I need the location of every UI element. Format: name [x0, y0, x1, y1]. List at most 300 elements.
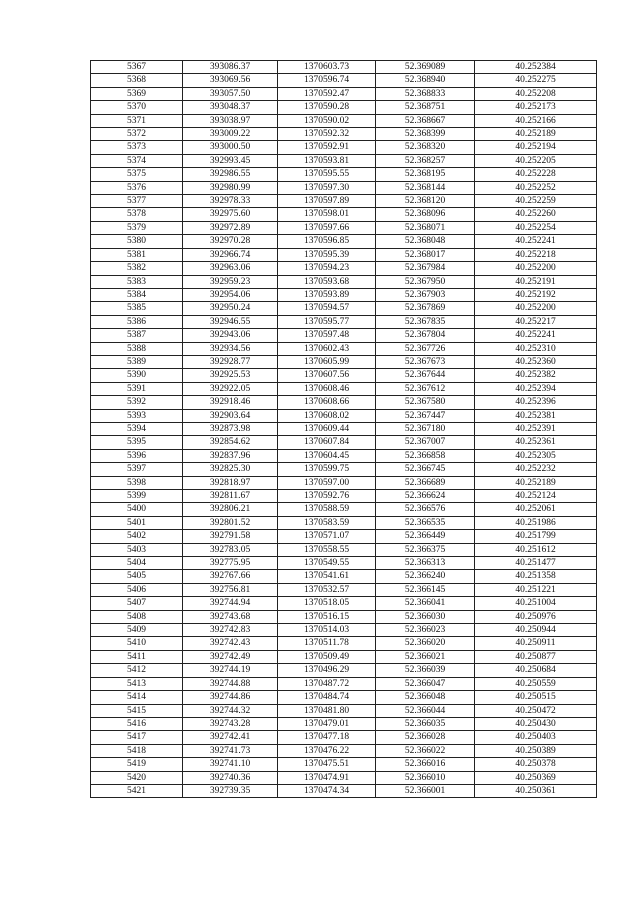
table-row	[91, 463, 597, 476]
latitude-cell: 52.366047	[376, 677, 475, 690]
point-number-cell: 5412	[91, 664, 183, 677]
y-coordinate-cell: 1370603.73	[278, 61, 376, 74]
table-row	[91, 570, 597, 583]
table-row	[91, 355, 597, 368]
point-number-cell: 5402	[91, 530, 183, 543]
y-coordinate-cell: 1370597.89	[278, 195, 376, 208]
point-number-cell: 5386	[91, 315, 183, 328]
table-row	[91, 409, 597, 422]
table-row	[91, 610, 597, 623]
x-coordinate-cell: 392811.67	[183, 490, 278, 503]
point-number-cell: 5401	[91, 516, 183, 529]
x-coordinate-cell: 392873.98	[183, 422, 278, 435]
y-coordinate-cell: 1370598.01	[278, 208, 376, 221]
latitude-cell: 52.366313	[376, 557, 475, 570]
x-coordinate-cell: 392918.46	[183, 396, 278, 409]
x-coordinate-cell: 392744.86	[183, 691, 278, 704]
table-row	[91, 369, 597, 382]
y-coordinate-cell: 1370605.99	[278, 355, 376, 368]
y-coordinate-cell: 1370597.30	[278, 181, 376, 194]
x-coordinate-cell: 392966.74	[183, 248, 278, 261]
longitude-cell: 40.252396	[475, 396, 597, 409]
longitude-cell: 40.252166	[475, 114, 597, 127]
x-coordinate-cell: 392783.05	[183, 543, 278, 556]
table-row	[91, 717, 597, 730]
x-coordinate-cell: 392742.41	[183, 731, 278, 744]
latitude-cell: 52.367804	[376, 329, 475, 342]
table-row	[91, 101, 597, 114]
latitude-cell: 52.366858	[376, 449, 475, 462]
latitude-cell: 52.366375	[376, 543, 475, 556]
y-coordinate-cell: 1370592.47	[278, 87, 376, 100]
y-coordinate-cell: 1370604.45	[278, 449, 376, 462]
longitude-cell: 40.252241	[475, 235, 597, 248]
coordinates-table-body	[91, 61, 597, 798]
x-coordinate-cell: 392825.30	[183, 463, 278, 476]
y-coordinate-cell: 1370479.01	[278, 717, 376, 730]
latitude-cell: 52.367644	[376, 369, 475, 382]
longitude-cell: 40.252259	[475, 195, 597, 208]
x-coordinate-cell: 392963.06	[183, 262, 278, 275]
table-row	[91, 744, 597, 757]
x-coordinate-cell: 392744.94	[183, 597, 278, 610]
point-number-cell: 5385	[91, 302, 183, 315]
longitude-cell: 40.250369	[475, 771, 597, 784]
table-row	[91, 235, 597, 248]
x-coordinate-cell: 392925.53	[183, 369, 278, 382]
x-coordinate-cell: 392739.35	[183, 784, 278, 797]
point-number-cell: 5418	[91, 744, 183, 757]
x-coordinate-cell: 392903.64	[183, 409, 278, 422]
point-number-cell: 5387	[91, 329, 183, 342]
point-number-cell: 5388	[91, 342, 183, 355]
point-number-cell: 5408	[91, 610, 183, 623]
y-coordinate-cell: 1370477.18	[278, 731, 376, 744]
latitude-cell: 52.367673	[376, 355, 475, 368]
longitude-cell: 40.252310	[475, 342, 597, 355]
table-row	[91, 396, 597, 409]
latitude-cell: 52.366001	[376, 784, 475, 797]
point-number-cell: 5389	[91, 355, 183, 368]
longitude-cell: 40.250378	[475, 758, 597, 771]
y-coordinate-cell: 1370597.00	[278, 476, 376, 489]
point-number-cell: 5376	[91, 181, 183, 194]
point-number-cell: 5406	[91, 583, 183, 596]
y-coordinate-cell: 1370597.66	[278, 221, 376, 234]
longitude-cell: 40.252192	[475, 288, 597, 301]
x-coordinate-cell: 392741.73	[183, 744, 278, 757]
longitude-cell: 40.252173	[475, 101, 597, 114]
longitude-cell: 40.250389	[475, 744, 597, 757]
x-coordinate-cell: 392959.23	[183, 275, 278, 288]
longitude-cell: 40.252384	[475, 61, 597, 74]
x-coordinate-cell: 392756.81	[183, 583, 278, 596]
y-coordinate-cell: 1370593.81	[278, 154, 376, 167]
x-coordinate-cell: 392854.62	[183, 436, 278, 449]
longitude-cell: 40.252189	[475, 128, 597, 141]
table-row	[91, 422, 597, 435]
point-number-cell: 5384	[91, 288, 183, 301]
longitude-cell: 40.252061	[475, 503, 597, 516]
point-number-cell: 5373	[91, 141, 183, 154]
y-coordinate-cell: 1370583.59	[278, 516, 376, 529]
longitude-cell: 40.251221	[475, 583, 597, 596]
latitude-cell: 52.367835	[376, 315, 475, 328]
table-row	[91, 530, 597, 543]
y-coordinate-cell: 1370481.80	[278, 704, 376, 717]
longitude-cell: 40.252228	[475, 168, 597, 181]
y-coordinate-cell: 1370602.43	[278, 342, 376, 355]
x-coordinate-cell: 392928.77	[183, 355, 278, 368]
y-coordinate-cell: 1370476.22	[278, 744, 376, 757]
table-row	[91, 557, 597, 570]
table-row	[91, 382, 597, 395]
y-coordinate-cell: 1370599.75	[278, 463, 376, 476]
longitude-cell: 40.250403	[475, 731, 597, 744]
y-coordinate-cell: 1370590.28	[278, 101, 376, 114]
table-row	[91, 490, 597, 503]
latitude-cell: 52.366576	[376, 503, 475, 516]
point-number-cell: 5409	[91, 624, 183, 637]
longitude-cell: 40.252208	[475, 87, 597, 100]
latitude-cell: 52.366048	[376, 691, 475, 704]
x-coordinate-cell: 392744.32	[183, 704, 278, 717]
latitude-cell: 52.366745	[376, 463, 475, 476]
y-coordinate-cell: 1370514.03	[278, 624, 376, 637]
x-coordinate-cell: 392743.28	[183, 717, 278, 730]
latitude-cell: 52.367612	[376, 382, 475, 395]
latitude-cell: 52.366035	[376, 717, 475, 730]
x-coordinate-cell: 393057.50	[183, 87, 278, 100]
longitude-cell: 40.252200	[475, 302, 597, 315]
latitude-cell: 52.368017	[376, 248, 475, 261]
table-row	[91, 624, 597, 637]
point-number-cell: 5382	[91, 262, 183, 275]
point-number-cell: 5397	[91, 463, 183, 476]
x-coordinate-cell: 393009.22	[183, 128, 278, 141]
y-coordinate-cell: 1370541.61	[278, 570, 376, 583]
latitude-cell: 52.368096	[376, 208, 475, 221]
point-number-cell: 5410	[91, 637, 183, 650]
point-number-cell: 5383	[91, 275, 183, 288]
point-number-cell: 5377	[91, 195, 183, 208]
point-number-cell: 5392	[91, 396, 183, 409]
longitude-cell: 40.252232	[475, 463, 597, 476]
x-coordinate-cell: 392978.33	[183, 195, 278, 208]
table-row	[91, 664, 597, 677]
point-number-cell: 5395	[91, 436, 183, 449]
longitude-cell: 40.251004	[475, 597, 597, 610]
table-row	[91, 181, 597, 194]
x-coordinate-cell: 392970.28	[183, 235, 278, 248]
x-coordinate-cell: 392950.24	[183, 302, 278, 315]
latitude-cell: 52.368320	[376, 141, 475, 154]
table-row	[91, 342, 597, 355]
y-coordinate-cell: 1370596.74	[278, 74, 376, 87]
longitude-cell: 40.251986	[475, 516, 597, 529]
longitude-cell: 40.250472	[475, 704, 597, 717]
latitude-cell: 52.367950	[376, 275, 475, 288]
table-row	[91, 543, 597, 556]
table-row	[91, 87, 597, 100]
point-number-cell: 5399	[91, 490, 183, 503]
longitude-cell: 40.252391	[475, 422, 597, 435]
table-row	[91, 449, 597, 462]
table-row	[91, 288, 597, 301]
y-coordinate-cell: 1370608.66	[278, 396, 376, 409]
longitude-cell: 40.252124	[475, 490, 597, 503]
latitude-cell: 52.368257	[376, 154, 475, 167]
table-row	[91, 141, 597, 154]
point-number-cell: 5390	[91, 369, 183, 382]
longitude-cell: 40.252260	[475, 208, 597, 221]
x-coordinate-cell: 392767.66	[183, 570, 278, 583]
latitude-cell: 52.366016	[376, 758, 475, 771]
longitude-cell: 40.251358	[475, 570, 597, 583]
x-coordinate-cell: 392980.99	[183, 181, 278, 194]
latitude-cell: 52.367984	[376, 262, 475, 275]
longitude-cell: 40.252217	[475, 315, 597, 328]
x-coordinate-cell: 392742.43	[183, 637, 278, 650]
y-coordinate-cell: 1370475.51	[278, 758, 376, 771]
y-coordinate-cell: 1370558.55	[278, 543, 376, 556]
x-coordinate-cell: 392744.88	[183, 677, 278, 690]
y-coordinate-cell: 1370593.68	[278, 275, 376, 288]
table-row	[91, 195, 597, 208]
latitude-cell: 52.366021	[376, 650, 475, 663]
y-coordinate-cell: 1370595.39	[278, 248, 376, 261]
longitude-cell: 40.250430	[475, 717, 597, 730]
x-coordinate-cell: 392775.95	[183, 557, 278, 570]
latitude-cell: 52.367007	[376, 436, 475, 449]
table-row	[91, 315, 597, 328]
latitude-cell: 52.366041	[376, 597, 475, 610]
y-coordinate-cell: 1370592.76	[278, 490, 376, 503]
point-number-cell: 5372	[91, 128, 183, 141]
y-coordinate-cell: 1370487.72	[278, 677, 376, 690]
x-coordinate-cell: 392946.55	[183, 315, 278, 328]
point-number-cell: 5380	[91, 235, 183, 248]
latitude-cell: 52.366449	[376, 530, 475, 543]
longitude-cell: 40.250911	[475, 637, 597, 650]
x-coordinate-cell: 392791.58	[183, 530, 278, 543]
longitude-cell: 40.252218	[475, 248, 597, 261]
table-row	[91, 503, 597, 516]
table-row	[91, 114, 597, 127]
longitude-cell: 40.250976	[475, 610, 597, 623]
table-row	[91, 691, 597, 704]
y-coordinate-cell: 1370516.15	[278, 610, 376, 623]
latitude-cell: 52.368833	[376, 87, 475, 100]
table-row	[91, 329, 597, 342]
point-number-cell: 5403	[91, 543, 183, 556]
point-number-cell: 5419	[91, 758, 183, 771]
point-number-cell: 5371	[91, 114, 183, 127]
y-coordinate-cell: 1370590.02	[278, 114, 376, 127]
longitude-cell: 40.252275	[475, 74, 597, 87]
longitude-cell: 40.252361	[475, 436, 597, 449]
y-coordinate-cell: 1370509.49	[278, 650, 376, 663]
latitude-cell: 52.366689	[376, 476, 475, 489]
latitude-cell: 52.366010	[376, 771, 475, 784]
table-row	[91, 302, 597, 315]
table-row	[91, 61, 597, 74]
table-row	[91, 704, 597, 717]
longitude-cell: 40.250515	[475, 691, 597, 704]
point-number-cell: 5407	[91, 597, 183, 610]
longitude-cell: 40.252241	[475, 329, 597, 342]
point-number-cell: 5378	[91, 208, 183, 221]
longitude-cell: 40.251477	[475, 557, 597, 570]
point-number-cell: 5411	[91, 650, 183, 663]
point-number-cell: 5391	[91, 382, 183, 395]
latitude-cell: 52.366030	[376, 610, 475, 623]
y-coordinate-cell: 1370594.57	[278, 302, 376, 315]
y-coordinate-cell: 1370608.46	[278, 382, 376, 395]
point-number-cell: 5369	[91, 87, 183, 100]
longitude-cell: 40.252254	[475, 221, 597, 234]
latitude-cell: 52.368071	[376, 221, 475, 234]
y-coordinate-cell: 1370608.02	[278, 409, 376, 422]
y-coordinate-cell: 1370511.78	[278, 637, 376, 650]
latitude-cell: 52.366028	[376, 731, 475, 744]
point-number-cell: 5398	[91, 476, 183, 489]
latitude-cell: 52.368751	[376, 101, 475, 114]
longitude-cell: 40.252394	[475, 382, 597, 395]
longitude-cell: 40.252382	[475, 369, 597, 382]
y-coordinate-cell: 1370607.84	[278, 436, 376, 449]
table-row	[91, 650, 597, 663]
x-coordinate-cell: 392743.68	[183, 610, 278, 623]
table-row	[91, 74, 597, 87]
y-coordinate-cell: 1370532.57	[278, 583, 376, 596]
x-coordinate-cell: 392741.10	[183, 758, 278, 771]
latitude-cell: 52.366624	[376, 490, 475, 503]
point-number-cell: 5414	[91, 691, 183, 704]
y-coordinate-cell: 1370597.48	[278, 329, 376, 342]
latitude-cell: 52.366020	[376, 637, 475, 650]
y-coordinate-cell: 1370595.77	[278, 315, 376, 328]
longitude-cell: 40.250944	[475, 624, 597, 637]
latitude-cell: 52.368120	[376, 195, 475, 208]
table-row	[91, 262, 597, 275]
y-coordinate-cell: 1370549.55	[278, 557, 376, 570]
point-number-cell: 5417	[91, 731, 183, 744]
x-coordinate-cell: 392837.96	[183, 449, 278, 462]
x-coordinate-cell: 392954.06	[183, 288, 278, 301]
point-number-cell: 5404	[91, 557, 183, 570]
longitude-cell: 40.252360	[475, 355, 597, 368]
point-number-cell: 5393	[91, 409, 183, 422]
x-coordinate-cell: 392740.36	[183, 771, 278, 784]
table-row	[91, 275, 597, 288]
point-number-cell: 5368	[91, 74, 183, 87]
latitude-cell: 52.368940	[376, 74, 475, 87]
x-coordinate-cell: 392975.60	[183, 208, 278, 221]
y-coordinate-cell: 1370593.89	[278, 288, 376, 301]
latitude-cell: 52.366022	[376, 744, 475, 757]
point-number-cell: 5405	[91, 570, 183, 583]
y-coordinate-cell: 1370484.74	[278, 691, 376, 704]
latitude-cell: 52.368399	[376, 128, 475, 141]
latitude-cell: 52.366535	[376, 516, 475, 529]
x-coordinate-cell: 392972.89	[183, 221, 278, 234]
y-coordinate-cell: 1370607.56	[278, 369, 376, 382]
table-row	[91, 154, 597, 167]
x-coordinate-cell: 392801.52	[183, 516, 278, 529]
latitude-cell: 52.367869	[376, 302, 475, 315]
point-number-cell: 5415	[91, 704, 183, 717]
latitude-cell: 52.368195	[376, 168, 475, 181]
latitude-cell: 52.367447	[376, 409, 475, 422]
x-coordinate-cell: 392993.45	[183, 154, 278, 167]
x-coordinate-cell: 393069.56	[183, 74, 278, 87]
x-coordinate-cell: 392744.19	[183, 664, 278, 677]
x-coordinate-cell: 393000.50	[183, 141, 278, 154]
longitude-cell: 40.252189	[475, 476, 597, 489]
latitude-cell: 52.368667	[376, 114, 475, 127]
table-row	[91, 436, 597, 449]
latitude-cell: 52.367903	[376, 288, 475, 301]
point-number-cell: 5375	[91, 168, 183, 181]
point-number-cell: 5370	[91, 101, 183, 114]
latitude-cell: 52.366039	[376, 664, 475, 677]
latitude-cell: 52.368144	[376, 181, 475, 194]
x-coordinate-cell: 392742.83	[183, 624, 278, 637]
x-coordinate-cell: 392922.05	[183, 382, 278, 395]
longitude-cell: 40.252305	[475, 449, 597, 462]
table-row	[91, 128, 597, 141]
x-coordinate-cell: 392934.56	[183, 342, 278, 355]
point-number-cell: 5413	[91, 677, 183, 690]
y-coordinate-cell: 1370596.85	[278, 235, 376, 248]
longitude-cell: 40.252205	[475, 154, 597, 167]
x-coordinate-cell: 392806.21	[183, 503, 278, 516]
longitude-cell: 40.250559	[475, 677, 597, 690]
point-number-cell: 5374	[91, 154, 183, 167]
latitude-cell: 52.368048	[376, 235, 475, 248]
x-coordinate-cell: 393048.37	[183, 101, 278, 114]
point-number-cell: 5420	[91, 771, 183, 784]
point-number-cell: 5416	[91, 717, 183, 730]
point-number-cell: 5396	[91, 449, 183, 462]
table-row	[91, 583, 597, 596]
longitude-cell: 40.251612	[475, 543, 597, 556]
table-row	[91, 637, 597, 650]
table-row	[91, 208, 597, 221]
latitude-cell: 52.369089	[376, 61, 475, 74]
longitude-cell: 40.251799	[475, 530, 597, 543]
point-number-cell: 5379	[91, 221, 183, 234]
latitude-cell: 52.366145	[376, 583, 475, 596]
y-coordinate-cell: 1370496.29	[278, 664, 376, 677]
x-coordinate-cell: 393086.37	[183, 61, 278, 74]
table-row	[91, 758, 597, 771]
table-row	[91, 731, 597, 744]
table-row	[91, 677, 597, 690]
x-coordinate-cell: 393038.97	[183, 114, 278, 127]
point-number-cell: 5400	[91, 503, 183, 516]
longitude-cell: 40.252252	[475, 181, 597, 194]
longitude-cell: 40.252381	[475, 409, 597, 422]
table-row	[91, 516, 597, 529]
y-coordinate-cell: 1370592.32	[278, 128, 376, 141]
longitude-cell: 40.252200	[475, 262, 597, 275]
table-row	[91, 597, 597, 610]
table-row	[91, 784, 597, 797]
longitude-cell: 40.252191	[475, 275, 597, 288]
x-coordinate-cell: 392818.97	[183, 476, 278, 489]
